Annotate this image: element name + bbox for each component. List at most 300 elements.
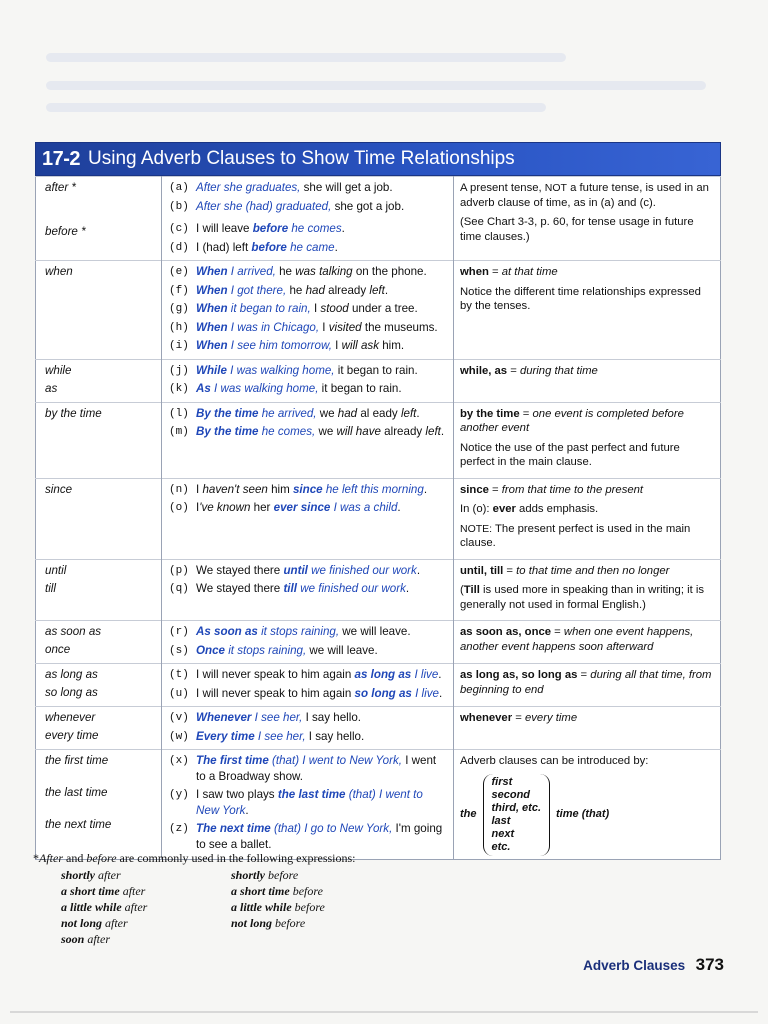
example-label: (g) [169,303,189,315]
connector-word: once [45,643,71,656]
text-run: We stayed there [196,582,284,595]
example-label: (e) [169,266,189,278]
text-run: visited [328,320,362,334]
footnote-column-before [201,867,325,947]
section-name: Adverb Clauses [583,958,686,973]
example-label: (k) [169,383,189,395]
connector-cell [36,621,162,664]
example-label: (v) [169,712,189,724]
text-run: he comes [288,222,342,235]
text-run: ( [460,584,464,596]
explanation-text [460,181,714,210]
text-run: I say hello. [305,729,365,743]
text-run: as long as [354,668,412,681]
example-label: (u) [169,687,189,700]
text-run: = [503,564,517,577]
footnote-expression: a short time before [231,884,323,898]
example-sentence [169,481,447,500]
text-run: . [423,482,428,496]
text-run: already [324,283,370,297]
explanation-text [460,502,714,517]
text-run: Whenever [196,711,252,724]
text-run: by the time [460,407,520,420]
faded-text-line [46,103,546,112]
text-run: was talking [295,265,353,278]
text-run: Adverb clauses can be introduced by: [460,755,649,767]
footnote-expression: soon after [61,932,111,946]
text-run: it stops raining, [257,625,340,638]
connector-cell [36,402,162,478]
text-run: . [405,582,410,595]
text-run: she will get a job. [300,181,393,194]
examples-cell [162,402,454,478]
text-run: (that) I went to New York, [268,754,402,767]
text-run: = [488,266,502,278]
text-run: we [316,406,338,420]
text-run: I'm going to see a ballet. [196,822,443,851]
text-run: When [196,320,228,334]
text-run: I see her, [254,729,306,743]
example-label: (z) [169,823,189,835]
example-label: (i) [169,340,189,352]
examples-cell [162,707,454,750]
explanation-text [460,522,714,551]
chart-row [36,621,721,664]
example-label: (m) [169,426,189,438]
chart-row [36,177,721,261]
text-run: I [196,482,203,496]
text-run: Notice the use of the past perfect and future perfect in the main clause. [460,441,680,468]
text-run: when [460,266,489,278]
example-label: (w) [169,730,189,743]
text-run: before [252,222,289,235]
text-run: I was in Chicago, [227,320,320,334]
example-label: (b) [169,200,189,213]
text-run: NOTE: [460,522,493,535]
text-run: (that) I go to New York, [270,822,393,835]
explanation-cell [454,261,721,360]
text-run: had [337,406,358,420]
text-run: she got a job. [331,199,405,213]
example-label: (n) [169,483,189,496]
connector-cell [36,559,162,621]
page-bottom-rule [10,1011,758,1013]
text-run: NOT [544,182,567,194]
text-run: a future tense, is used in an adverb clause of time, as in (a) and (c). [460,182,709,209]
text-run: = [551,626,564,638]
text-run: As soon as [196,625,258,638]
grammar-chart [35,142,721,860]
text-run: so long as [354,686,412,700]
connector-cell [36,750,162,860]
example-label: (t) [169,669,189,681]
examples-cell [162,750,454,860]
examples-cell [162,559,454,621]
text-run: Every time [196,729,255,743]
example-sentence [169,282,447,301]
text-run: till [283,582,297,595]
example-sentence [169,499,447,518]
text-run: every time [525,712,578,724]
text-run: we will leave. [306,643,378,657]
text-run: When [196,302,228,315]
text-run: = [507,364,520,377]
text-run: . [397,501,401,514]
text-run: adds emphasis. [515,503,599,515]
text-run: ever since [273,501,331,514]
example-sentence [169,752,447,786]
connector-cell [36,478,162,559]
explanation-text [460,754,714,769]
text-run: while, as [460,364,508,377]
example-sentence [169,580,447,599]
example-sentence [169,362,447,381]
connector-word: since [45,482,73,496]
explanation-cell [454,177,721,261]
example-label: (f) [169,284,189,297]
text-run: . [416,563,421,577]
chart-row [36,402,721,478]
explanation-text [460,364,714,379]
connector-word: before * [45,225,86,238]
text-run: during that time [519,364,598,377]
text-run: he [286,283,306,297]
text-run: In (o): [460,503,493,515]
connector-word: so long as [45,686,98,699]
connector-cell [36,664,162,707]
text-run: I got there, [227,283,287,297]
explanation-text [460,564,714,579]
example-label: (j) [169,364,189,377]
text-run: Once [196,643,225,657]
text-run: left [425,425,441,438]
text-run: he [275,265,296,278]
text-run: haven't seen [202,482,268,496]
text-run: to that time and then no longer [516,564,670,577]
text-run: as long as, so long as [460,669,578,681]
explanation-cell [454,664,721,707]
example-label: (r) [169,626,189,638]
text-run: I was a child [330,501,398,514]
example-label: (h) [169,321,189,334]
connector-word: every time [45,729,99,742]
connector-word: whenever [45,711,96,724]
example-sentence [169,380,447,399]
text-run: one event is completed before another event [460,407,684,434]
text-run: him [267,482,293,496]
text-run: I (had) left [196,240,252,254]
text-run: After she graduates, [196,181,301,194]
text-run: will ask [341,339,379,352]
text-run: I live [411,668,439,681]
text-run: We stayed there [196,563,284,577]
page-footer [583,955,724,975]
chart-row [36,664,721,707]
example-sentence [169,319,447,338]
text-run: I say hello. [302,711,361,724]
text-run: While [196,363,227,377]
explanation-cell [454,402,721,478]
text-run: he comes, [258,425,316,438]
example-sentence [169,263,447,282]
text-run: it stops raining, [225,643,307,657]
text-run: A present tense, [460,182,545,194]
text-run: under a tree. [348,302,418,315]
text-run: . [384,283,389,297]
text-run: . [341,222,345,235]
explanation-text [460,668,714,697]
text-run: By the time [196,425,259,438]
text-run: I went to a Broadway show. [196,754,437,783]
text-run: . [334,240,338,254]
examples-cell [162,621,454,664]
text-run: him. [379,339,405,352]
explanation-text [460,407,714,436]
connector-cell [36,707,162,750]
connector-cell [36,261,162,360]
connector-word: the next time [45,818,112,831]
text-run: After she (had) graduated, [196,199,332,213]
text-run: I arrived, [227,265,276,278]
text-run: I was walking home, [226,363,335,377]
brace-list [483,774,551,856]
example-sentence [169,179,447,198]
connector-word: when [45,265,73,278]
text-run: he arrived, [258,406,317,420]
text-run: the last time [277,788,346,801]
example-sentence [169,623,447,642]
connector-word: while [45,363,72,377]
example-sentence [169,820,447,854]
text-run: is used more in speaking than in writing; it is generally not used in formal English.) [460,584,705,611]
examples-cell [162,261,454,360]
text-run: he came [286,240,335,254]
example-sentence [169,405,447,424]
brace-item: third, etc. [491,801,542,814]
page-number: 373 [695,955,724,974]
example-label: (s) [169,644,189,657]
explanation-text [460,625,714,654]
connector-word: as long as [45,668,98,681]
example-sentence [169,728,447,747]
text-run: I saw two plays [196,788,278,801]
text-run: = [512,712,525,724]
text-run: The present perfect is used in the main clause. [460,522,691,549]
example-sentence [169,666,447,685]
text-run: he left this morning [322,482,424,496]
connector-word: as [45,381,58,395]
text-run: ever [492,503,516,515]
text-run: When [196,265,228,278]
text-run: since [460,483,489,496]
text-run: = [577,669,591,681]
footnote-expression: not long after [61,916,128,930]
explanation-text [460,483,714,498]
explanation-text [460,265,714,280]
connector-word: until [45,563,67,577]
connector-word: as soon as [45,625,102,638]
text-run: 've known [199,501,251,514]
connector-word: the first time [45,754,109,767]
explanation-text [460,215,714,244]
example-label: (l) [169,407,189,420]
example-label: (o) [169,502,189,514]
brace-suffix: time (that) [556,808,610,821]
text-run: . [438,668,442,681]
examples-cell [162,177,454,261]
text-run: I will never speak to him again [196,668,355,681]
connector-word: after * [45,181,76,194]
text-run: Till [463,584,480,596]
text-run: on the phone. [352,265,427,278]
footnote-expression: a little while before [231,900,325,914]
text-run: Notice the different time relationships expressed by the tenses. [460,285,701,312]
explanation-text [460,711,714,726]
example-label: (a) [169,182,189,194]
explanation-text [460,441,714,470]
chart-table [35,176,721,860]
text-run: I [319,320,329,334]
connector-cell [36,359,162,402]
text-run: al eady [357,406,401,420]
connector-cell [36,177,162,261]
faded-text-line [46,81,706,90]
footnote-heading: *After and before are commonly used in the following expressions: [33,851,356,865]
explanation-cell [454,478,721,559]
footnote [33,851,453,947]
explanation-cell [454,707,721,750]
text-run: . [416,406,420,420]
footnote-expression: shortly before [231,868,299,882]
example-sentence [169,300,447,319]
brace-item: next [491,827,515,840]
text-run: whenever [460,712,513,724]
text-run: = [519,407,533,420]
example-sentence [169,423,447,442]
text-run: until, till [460,564,504,577]
text-run: during all that time, from beginning to end [460,669,712,696]
chart-row [36,359,721,402]
text-run: left [400,406,417,420]
examples-cell [162,359,454,402]
example-sentence [169,337,447,356]
brace-prefix: the [460,808,477,821]
text-run: when one event happens, another event happens soon afterward [460,626,694,653]
connector-word: the last time [45,786,108,799]
text-run: I was walking home, [210,382,319,395]
text-run: left [369,283,385,297]
text-run: By the time [196,406,259,420]
text-run: I will leave [196,222,253,235]
explanation-cell [454,359,721,402]
text-run: (See Chart 3-3, p. 60, for tense usage in future time clauses.) [460,216,694,243]
text-run: When [196,283,228,297]
examples-cell [162,478,454,559]
connector-word: by the time [45,406,102,420]
brace-item: first [491,775,513,788]
chart-row [36,478,721,559]
text-run: at that time [501,266,558,278]
example-sentence [169,239,447,258]
text-run: will have [336,425,381,438]
brace-item: second [491,788,531,801]
text-run: I see her, [251,711,303,724]
text-run: had [305,283,325,297]
text-run: the museums. [361,320,438,334]
chart-row [36,261,721,360]
chart-row [36,559,721,621]
text-run: I [196,501,200,514]
explanation-text [460,285,714,314]
text-run: her [250,501,274,514]
example-label: (q) [169,583,189,595]
brace-item: etc. [491,840,511,853]
example-label: (d) [169,241,189,254]
text-run: . [440,425,445,438]
chart-row [36,707,721,750]
example-sentence [169,562,447,581]
chart-number: 17-2 [42,147,81,170]
text-run: it began to rain. [318,382,402,395]
text-run: I will never speak to him again [196,686,355,700]
text-run: it began to rain, [227,302,311,315]
text-run: I [331,339,342,352]
example-label: (c) [169,223,189,235]
text-run: it began to rain. [334,363,418,377]
text-run: = [488,483,502,496]
text-run: (that) I went to New York [196,788,423,817]
text-run: I see him tomorrow, [227,339,332,352]
explanation-cell [454,559,721,621]
example-sentence [169,709,447,728]
chart-banner [35,142,721,176]
text-run: until [283,563,308,577]
text-run: stood [320,302,349,315]
text-run: The next time [196,822,271,835]
example-sentence [169,786,447,820]
chart-row [36,750,721,860]
example-label: (x) [169,755,189,767]
text-run: . [245,803,249,817]
footnote-expression: a short time after [61,884,146,898]
footnote-expression: shortly after [61,868,121,882]
example-sentence [169,220,447,239]
text-run: I live [411,686,439,700]
text-run: we finished our work [296,582,406,595]
text-run: The first time [196,754,269,767]
text-run: we [315,425,337,438]
footnote-column-after [33,867,201,947]
example-sentence [169,198,447,217]
text-run: before [251,240,287,254]
text-run: When [196,339,228,352]
brace-diagram [460,774,714,856]
text-run: As [196,382,211,395]
example-label: (p) [169,564,189,577]
text-run: . [438,686,443,700]
text-run: since [292,482,323,496]
text-run: we will leave. [339,625,411,638]
explanation-text [460,583,714,612]
example-label: (y) [169,789,189,801]
footnote-expression: a little while after [61,900,148,914]
text-run: as soon as, once [460,626,552,638]
examples-cell [162,664,454,707]
footnote-expression: not long before [231,916,306,930]
explanation-cell [454,621,721,664]
text-run: I [310,302,321,315]
example-sentence [169,685,447,704]
